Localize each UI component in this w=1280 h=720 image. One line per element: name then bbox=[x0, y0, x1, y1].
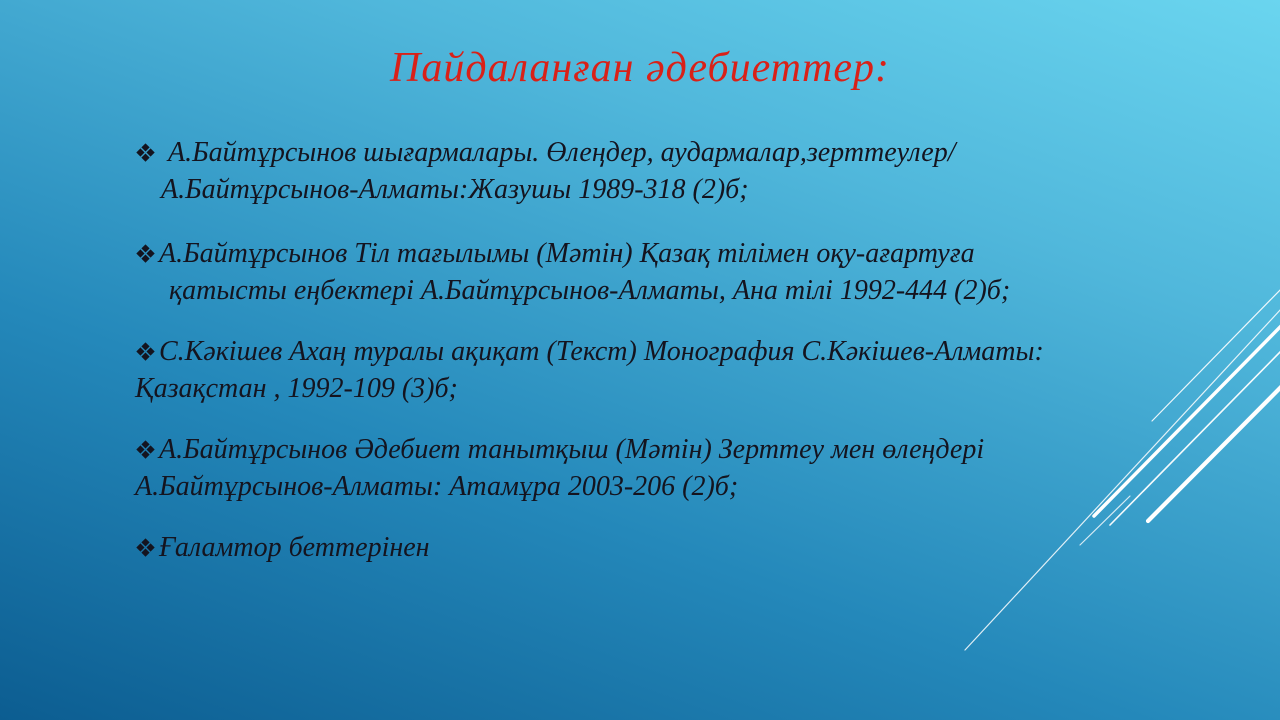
slide-title: Пайдаланған әдебиеттер: bbox=[390, 45, 890, 91]
reference-text-line: А.Байтұрсынов Әдебиет танытқыш (Мәтін) Зерттеу мен өлеңдері bbox=[159, 434, 985, 465]
reference-text-line: А.Байтұрсынов-Алматы: Атамұра 2003-206 (2)б; bbox=[135, 471, 739, 502]
reference-text-line: А.Байтұрсынов шығармалары. Өлеңдер, аудармалар,зерттеулер/ bbox=[168, 137, 956, 168]
list-item bbox=[135, 333, 1215, 407]
reference-text-line: Қазақстан , 1992-109 (3)б; bbox=[135, 373, 458, 404]
reference-text-line: Ғаламтор беттерінен bbox=[159, 532, 430, 563]
list-item bbox=[135, 431, 1215, 505]
references-list bbox=[135, 134, 1215, 566]
reference-text-line: С.Кәкішев Ахаң туралы ақиқат (Текст) Монография С.Кәкішев-Алматы: bbox=[159, 336, 1044, 367]
reference-text-line: А.Байтұрсынов Тіл тағылымы (Мәтін) Қазақ тілімен оқу-ағартуға bbox=[159, 238, 975, 269]
four-diamond-bullet-icon bbox=[135, 439, 156, 460]
reference-text-line: қатысты еңбектері А.Байтұрсынов-Алматы, Ана тілі 1992-444 (2)б; bbox=[169, 275, 1011, 306]
four-diamond-bullet-icon bbox=[135, 341, 156, 362]
reference-text-line: А.Байтұрсынов-Алматы:Жазушы 1989-318 (2)б; bbox=[161, 174, 749, 205]
four-diamond-bullet-icon bbox=[135, 142, 156, 163]
four-diamond-bullet-icon bbox=[135, 537, 156, 558]
list-item bbox=[135, 529, 1215, 566]
four-diamond-bullet-icon bbox=[135, 243, 156, 264]
list-item bbox=[135, 235, 1215, 309]
list-item bbox=[135, 134, 1215, 208]
